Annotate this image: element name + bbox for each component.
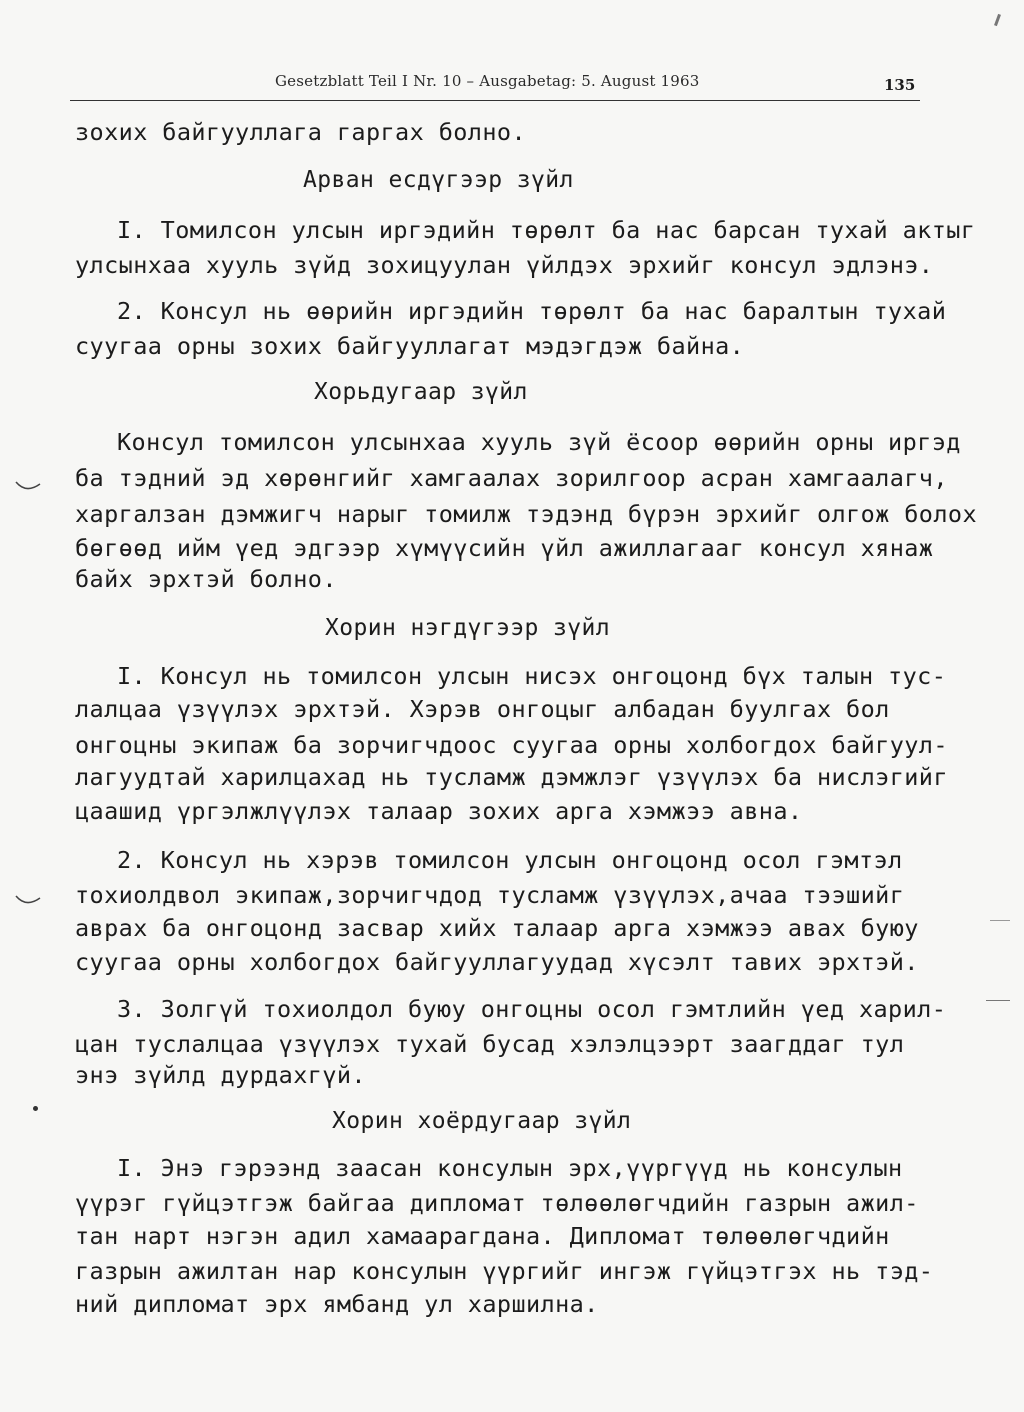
text-line: зохих байгууллага гаргах болно. (75, 118, 526, 146)
text-line: аврах ба онгоцонд засвар хийх талаар арга хэмжээ авах буюу (75, 914, 919, 942)
gazette-header: Gesetzblatt Teil I Nr. 10 – Ausgabetag: 5. August 1963 (275, 72, 700, 90)
text-line: 3. Золгүй тохиолдол буюу онгоцны осол гэмтлийн үед харил- (117, 995, 947, 1023)
text-line: I. Энэ гэрээнд заасан консулын эрх,үүргүүд нь консулын (117, 1154, 903, 1182)
text-line: суугаа орны холбогдох байгууллагуудад хүсэлт тавих эрхтэй. (75, 948, 919, 976)
article-heading-19: Арван есдүгээр зүйл (303, 167, 574, 193)
text-line: цан туслалцаа үзүүлэх тухай бусад хэлэлцээрт заагддаг тул (75, 1030, 905, 1058)
text-line: тан нарт нэгэн адил хамаарагдана. Дипломат төлөөлөгчдийн (75, 1222, 890, 1250)
page-number: 135 (884, 76, 916, 94)
text-line: 2. Консул нь хэрэв томилсон улсын онгоцонд осол гэмтэл (117, 846, 903, 874)
margin-dash (986, 1000, 1010, 1001)
text-line: I. Консул нь томилсон улсын нисэх онгоцонд бүх талын тус- (117, 662, 947, 690)
text-line: байх эрхтэй болно. (75, 565, 337, 593)
article-heading-21: Хорин нэгдүгээр зүйл (325, 615, 610, 641)
margin-speck (994, 14, 1001, 26)
text-line: харгалзан дэмжигч нарыг томилж тэдэнд бүрэн эрхийг олгож болох (75, 500, 977, 528)
text-line: улсынхаа хууль зүйд зохицуулан үйлдэх эрхийг консул эдлэнэ. (75, 251, 934, 279)
article-heading-20: Хорьдугаар зүйл (314, 379, 528, 405)
text-line: энэ зүйлд дурдахгүй. (75, 1061, 366, 1089)
text-line: онгоцны экипаж ба зорчигчдоос суугаа орны холбогдох байгуул- (75, 731, 948, 759)
text-line: Консул томилсон улсынхаа хууль зүй ёсоор өөрийн орны иргэд (117, 428, 961, 456)
text-line: бөгөөд ийм үед эдгээр хүмүүсийн үйл ажиллагааг консул хянаж (75, 534, 934, 562)
margin-dot (33, 1106, 38, 1111)
margin-check-mark (14, 478, 42, 496)
text-line: I. Томилсон улсын иргэдийн төрөлт ба нас барсан тухай актыг (117, 216, 976, 244)
margin-check-mark (14, 892, 42, 910)
text-line: суугаа орны зохих байгууллагат мэдэгдэж байна. (75, 332, 745, 360)
text-line: тохиолдвол экипаж,зорчигчдод тусламж үзүүлэх,ачаа тээшийг (75, 881, 905, 909)
text-line: цаашид үргэлжлүүлэх талаар зохих арга хэмжээ авна. (75, 797, 803, 825)
text-line: ба тэдний эд хөрөнгийг хамгаалах зорилгоор асран хамгаалагч, (75, 464, 948, 492)
text-line: ний дипломат эрх ямбанд ул харшилна. (75, 1290, 599, 1318)
text-line: газрын ажилтан нар консулын үүргийг ингэж гүйцэтгэх нь тэд- (75, 1257, 934, 1285)
text-line: үүрэг гүйцэтгэж байгаа дипломат төлөөлөгчдийн газрын ажил- (75, 1189, 919, 1217)
header-divider (70, 100, 920, 101)
text-line: 2. Консул нь өөрийн иргэдийн төрөлт ба нас баралтын тухай (117, 297, 947, 325)
text-line: лагуудтай харилцахад нь тусламж дэмжлэг үзүүлэх ба нислэгийг (75, 763, 948, 791)
text-line: лалцаа үзүүлэх эрхтэй. Хэрэв онгоцыг албадан буулгах бол (75, 695, 890, 723)
article-heading-22: Хорин хоёрдугаар зүйл (332, 1108, 632, 1134)
margin-dash (990, 920, 1010, 921)
